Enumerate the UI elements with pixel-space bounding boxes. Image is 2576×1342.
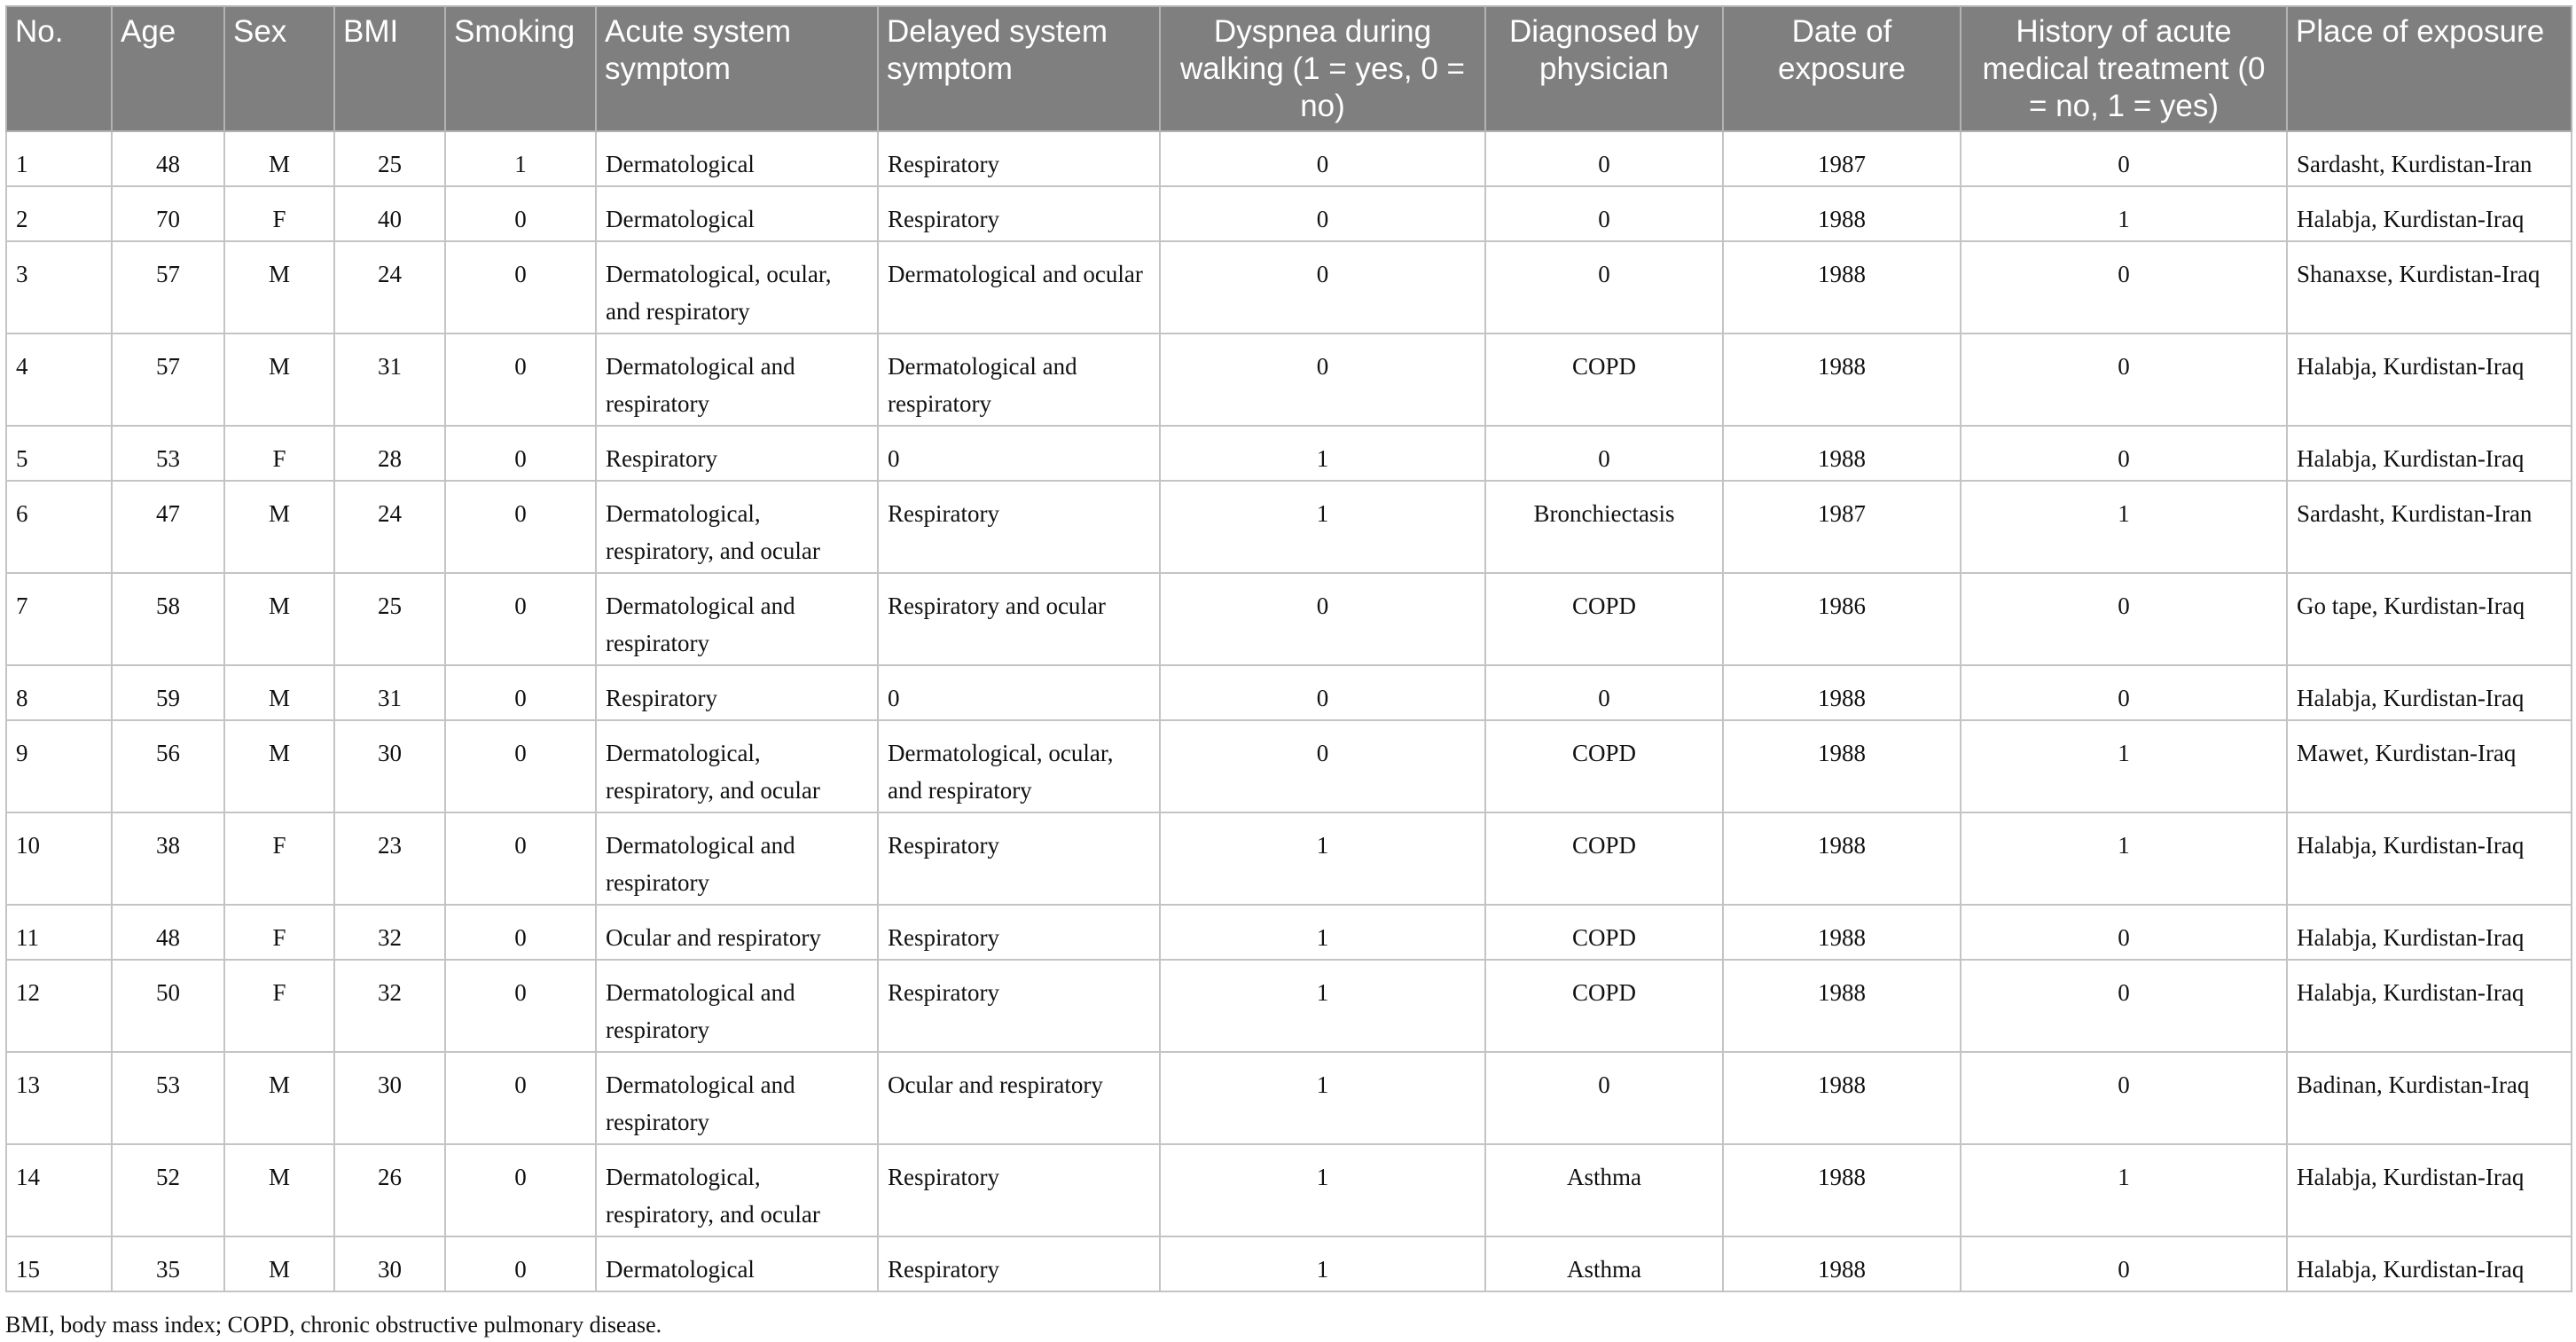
cell-bmi: 26 [334, 1144, 445, 1236]
header-smoking: Smoking [445, 6, 596, 131]
cell-delayed-symptom: Dermatological, ocular, and respiratory [878, 720, 1160, 812]
table-row [6, 720, 2572, 812]
cell-date: 1986 [1723, 573, 1961, 665]
cell-place: Halabja, Kurdistan-Iraq [2287, 1144, 2572, 1236]
cell-treatment: 0 [1961, 665, 2287, 720]
table-row [6, 426, 2572, 481]
cell-no: 9 [6, 720, 112, 812]
cell-dyspnea: 0 [1160, 241, 1485, 334]
cell-date: 1987 [1723, 131, 1961, 186]
header-acute-symptom: Acute system symptom [596, 6, 878, 131]
cell-delayed-symptom: Respiratory [878, 905, 1160, 960]
cell-age: 59 [112, 665, 224, 720]
cell-bmi: 31 [334, 665, 445, 720]
cell-acute-symptom: Dermatological [596, 186, 878, 241]
cell-date: 1988 [1723, 1236, 1961, 1291]
cell-dyspnea: 0 [1160, 131, 1485, 186]
cell-date: 1988 [1723, 426, 1961, 481]
cell-dyspnea: 0 [1160, 720, 1485, 812]
cell-bmi: 28 [334, 426, 445, 481]
cell-treatment: 0 [1961, 241, 2287, 334]
cell-acute-symptom: Dermatological, ocular, and respiratory [596, 241, 878, 334]
cell-smoking: 0 [445, 241, 596, 334]
cell-place: Halabja, Kurdistan-Iraq [2287, 905, 2572, 960]
cell-place: Sardasht, Kurdistan-Iran [2287, 481, 2572, 573]
cell-dyspnea: 1 [1160, 481, 1485, 573]
table-row [6, 241, 2572, 334]
cell-date: 1988 [1723, 186, 1961, 241]
header-diagnosed: Diagnosed by physician [1485, 6, 1723, 131]
cell-acute-symptom: Dermatological [596, 131, 878, 186]
cell-bmi: 30 [334, 1236, 445, 1291]
cell-diagnosed: COPD [1485, 812, 1723, 905]
cell-delayed-symptom: Ocular and respiratory [878, 1052, 1160, 1144]
cell-delayed-symptom: Dermatological and respiratory [878, 334, 1160, 426]
cell-dyspnea: 1 [1160, 1144, 1485, 1236]
cell-age: 48 [112, 131, 224, 186]
cell-smoking: 0 [445, 573, 596, 665]
cell-sex: M [224, 481, 334, 573]
cell-diagnosed: 0 [1485, 426, 1723, 481]
cell-diagnosed: 0 [1485, 1052, 1723, 1144]
cell-no: 15 [6, 1236, 112, 1291]
patient-table [5, 5, 2572, 1292]
cell-acute-symptom: Dermatological and respiratory [596, 334, 878, 426]
cell-bmi: 30 [334, 1052, 445, 1144]
cell-sex: F [224, 426, 334, 481]
cell-no: 10 [6, 812, 112, 905]
cell-delayed-symptom: Respiratory [878, 481, 1160, 573]
cell-bmi: 25 [334, 573, 445, 665]
cell-bmi: 24 [334, 481, 445, 573]
cell-place: Halabja, Kurdistan-Iraq [2287, 426, 2572, 481]
cell-place: Halabja, Kurdistan-Iraq [2287, 812, 2572, 905]
cell-diagnosed: 0 [1485, 241, 1723, 334]
cell-no: 1 [6, 131, 112, 186]
cell-diagnosed: COPD [1485, 960, 1723, 1052]
cell-age: 35 [112, 1236, 224, 1291]
cell-dyspnea: 0 [1160, 665, 1485, 720]
cell-no: 11 [6, 905, 112, 960]
cell-treatment: 0 [1961, 334, 2287, 426]
cell-date: 1987 [1723, 481, 1961, 573]
cell-sex: M [224, 241, 334, 334]
header-no: No. [6, 6, 112, 131]
cell-acute-symptom: Ocular and respiratory [596, 905, 878, 960]
cell-treatment: 1 [1961, 720, 2287, 812]
header-bmi: BMI [334, 6, 445, 131]
cell-dyspnea: 0 [1160, 573, 1485, 665]
table-container [5, 5, 2571, 1292]
cell-treatment: 0 [1961, 960, 2287, 1052]
cell-smoking: 0 [445, 186, 596, 241]
table-body [6, 131, 2572, 1291]
cell-no: 5 [6, 426, 112, 481]
cell-delayed-symptom: Respiratory [878, 186, 1160, 241]
cell-diagnosed: COPD [1485, 720, 1723, 812]
table-footnote: BMI, body mass index; COPD, chronic obstructive pulmonary disease. [5, 1312, 662, 1338]
cell-diagnosed: 0 [1485, 665, 1723, 720]
cell-treatment: 1 [1961, 812, 2287, 905]
cell-sex: M [224, 1052, 334, 1144]
cell-smoking: 0 [445, 960, 596, 1052]
cell-diagnosed: Bronchiectasis [1485, 481, 1723, 573]
header-sex: Sex [224, 6, 334, 131]
cell-place: Halabja, Kurdistan-Iraq [2287, 1236, 2572, 1291]
cell-age: 52 [112, 1144, 224, 1236]
table-row [6, 334, 2572, 426]
cell-acute-symptom: Dermatological [596, 1236, 878, 1291]
header-row [6, 6, 2572, 131]
header-date: Date of exposure [1723, 6, 1961, 131]
cell-diagnosed: COPD [1485, 573, 1723, 665]
table-row [6, 1236, 2572, 1291]
table-row [6, 573, 2572, 665]
cell-diagnosed: 0 [1485, 131, 1723, 186]
cell-delayed-symptom: Respiratory [878, 1236, 1160, 1291]
cell-smoking: 0 [445, 1144, 596, 1236]
cell-smoking: 0 [445, 426, 596, 481]
header-treatment: History of acute medical treatment (0 = no, 1 = yes) [1961, 6, 2287, 131]
header-delayed-symptom: Delayed system symptom [878, 6, 1160, 131]
cell-acute-symptom: Dermatological and respiratory [596, 812, 878, 905]
cell-dyspnea: 0 [1160, 186, 1485, 241]
cell-bmi: 23 [334, 812, 445, 905]
cell-acute-symptom: Dermatological and respiratory [596, 573, 878, 665]
cell-age: 38 [112, 812, 224, 905]
cell-date: 1988 [1723, 241, 1961, 334]
cell-date: 1988 [1723, 1052, 1961, 1144]
cell-acute-symptom: Dermatological and respiratory [596, 960, 878, 1052]
cell-age: 53 [112, 1052, 224, 1144]
cell-no: 12 [6, 960, 112, 1052]
cell-age: 70 [112, 186, 224, 241]
cell-acute-symptom: Respiratory [596, 426, 878, 481]
cell-delayed-symptom: 0 [878, 665, 1160, 720]
cell-date: 1988 [1723, 1144, 1961, 1236]
cell-age: 57 [112, 334, 224, 426]
cell-smoking: 0 [445, 1052, 596, 1144]
cell-treatment: 0 [1961, 573, 2287, 665]
cell-place: Halabja, Kurdistan-Iraq [2287, 960, 2572, 1052]
cell-sex: M [224, 573, 334, 665]
header-place: Place of exposure [2287, 6, 2572, 131]
cell-age: 50 [112, 960, 224, 1052]
cell-age: 53 [112, 426, 224, 481]
cell-sex: M [224, 665, 334, 720]
cell-place: Badinan, Kurdistan-Iraq [2287, 1052, 2572, 1144]
cell-no: 6 [6, 481, 112, 573]
cell-diagnosed: COPD [1485, 905, 1723, 960]
cell-place: Halabja, Kurdistan-Iraq [2287, 186, 2572, 241]
cell-delayed-symptom: Respiratory [878, 131, 1160, 186]
cell-treatment: 0 [1961, 1052, 2287, 1144]
cell-delayed-symptom: Dermatological and ocular [878, 241, 1160, 334]
cell-bmi: 32 [334, 905, 445, 960]
cell-date: 1988 [1723, 812, 1961, 905]
cell-diagnosed: COPD [1485, 334, 1723, 426]
cell-delayed-symptom: Respiratory [878, 812, 1160, 905]
cell-treatment: 0 [1961, 1236, 2287, 1291]
table-row [6, 131, 2572, 186]
cell-date: 1988 [1723, 905, 1961, 960]
cell-dyspnea: 1 [1160, 812, 1485, 905]
cell-no: 13 [6, 1052, 112, 1144]
cell-date: 1988 [1723, 720, 1961, 812]
cell-smoking: 1 [445, 131, 596, 186]
cell-smoking: 0 [445, 905, 596, 960]
cell-dyspnea: 1 [1160, 960, 1485, 1052]
cell-age: 58 [112, 573, 224, 665]
cell-dyspnea: 1 [1160, 905, 1485, 960]
cell-sex: M [224, 1144, 334, 1236]
cell-place: Halabja, Kurdistan-Iraq [2287, 334, 2572, 426]
cell-age: 48 [112, 905, 224, 960]
cell-dyspnea: 0 [1160, 334, 1485, 426]
cell-place: Halabja, Kurdistan-Iraq [2287, 665, 2572, 720]
cell-age: 56 [112, 720, 224, 812]
table-row [6, 960, 2572, 1052]
cell-acute-symptom: Dermatological, respiratory, and ocular [596, 720, 878, 812]
cell-delayed-symptom: Respiratory and ocular [878, 573, 1160, 665]
cell-delayed-symptom: 0 [878, 426, 1160, 481]
table-row [6, 665, 2572, 720]
cell-delayed-symptom: Respiratory [878, 960, 1160, 1052]
cell-place: Go tape, Kurdistan-Iraq [2287, 573, 2572, 665]
cell-no: 14 [6, 1144, 112, 1236]
cell-acute-symptom: Dermatological, respiratory, and ocular [596, 1144, 878, 1236]
cell-age: 47 [112, 481, 224, 573]
header-age: Age [112, 6, 224, 131]
cell-treatment: 1 [1961, 1144, 2287, 1236]
table-row [6, 1144, 2572, 1236]
cell-acute-symptom: Dermatological and respiratory [596, 1052, 878, 1144]
cell-no: 3 [6, 241, 112, 334]
cell-bmi: 31 [334, 334, 445, 426]
cell-smoking: 0 [445, 665, 596, 720]
cell-smoking: 0 [445, 720, 596, 812]
cell-sex: M [224, 720, 334, 812]
table-row [6, 186, 2572, 241]
cell-sex: M [224, 1236, 334, 1291]
cell-acute-symptom: Respiratory [596, 665, 878, 720]
cell-bmi: 24 [334, 241, 445, 334]
cell-no: 4 [6, 334, 112, 426]
table-row [6, 481, 2572, 573]
cell-treatment: 1 [1961, 186, 2287, 241]
cell-sex: F [224, 905, 334, 960]
cell-date: 1988 [1723, 334, 1961, 426]
cell-dyspnea: 1 [1160, 1236, 1485, 1291]
cell-smoking: 0 [445, 481, 596, 573]
cell-sex: F [224, 186, 334, 241]
cell-no: 8 [6, 665, 112, 720]
cell-diagnosed: 0 [1485, 186, 1723, 241]
cell-sex: F [224, 960, 334, 1052]
cell-sex: M [224, 334, 334, 426]
cell-bmi: 32 [334, 960, 445, 1052]
cell-no: 2 [6, 186, 112, 241]
cell-place: Sardasht, Kurdistan-Iran [2287, 131, 2572, 186]
cell-no: 7 [6, 573, 112, 665]
cell-smoking: 0 [445, 812, 596, 905]
cell-sex: M [224, 131, 334, 186]
table-row [6, 1052, 2572, 1144]
cell-smoking: 0 [445, 1236, 596, 1291]
cell-place: Shanaxse, Kurdistan-Iraq [2287, 241, 2572, 334]
cell-delayed-symptom: Respiratory [878, 1144, 1160, 1236]
cell-acute-symptom: Dermatological, respiratory, and ocular [596, 481, 878, 573]
cell-sex: F [224, 812, 334, 905]
cell-treatment: 1 [1961, 481, 2287, 573]
cell-bmi: 40 [334, 186, 445, 241]
table-row [6, 905, 2572, 960]
cell-diagnosed: Asthma [1485, 1144, 1723, 1236]
cell-date: 1988 [1723, 665, 1961, 720]
cell-age: 57 [112, 241, 224, 334]
cell-diagnosed: Asthma [1485, 1236, 1723, 1291]
cell-dyspnea: 1 [1160, 426, 1485, 481]
cell-date: 1988 [1723, 960, 1961, 1052]
table-row [6, 812, 2572, 905]
cell-bmi: 25 [334, 131, 445, 186]
cell-dyspnea: 1 [1160, 1052, 1485, 1144]
header-dyspnea: Dyspnea during walking (1 = yes, 0 = no) [1160, 6, 1485, 131]
cell-treatment: 0 [1961, 905, 2287, 960]
cell-bmi: 30 [334, 720, 445, 812]
cell-treatment: 0 [1961, 426, 2287, 481]
cell-smoking: 0 [445, 334, 596, 426]
cell-treatment: 0 [1961, 131, 2287, 186]
cell-place: Mawet, Kurdistan-Iraq [2287, 720, 2572, 812]
